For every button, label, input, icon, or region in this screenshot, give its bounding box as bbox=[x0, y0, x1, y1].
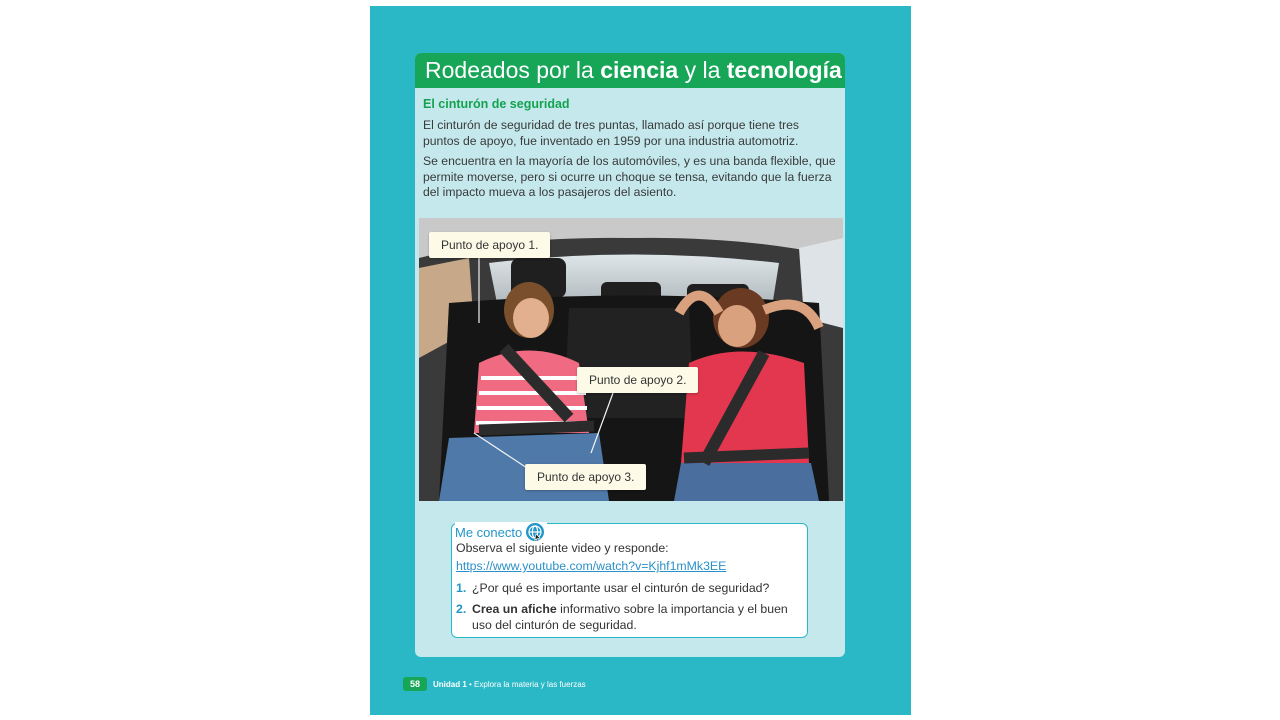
paragraph-1: El cinturón de seguridad de tres puntas, llamado así porque tiene tres puntos de apoyo, fue inventado en 1959 por una industria automotriz. bbox=[423, 118, 800, 148]
question-2 bbox=[456, 601, 796, 633]
title-plain-1: Rodeados por la bbox=[425, 57, 601, 83]
section-subtitle: El cinturón de seguridad bbox=[423, 97, 570, 111]
me-conecto-heading bbox=[455, 522, 547, 542]
question-1-number: 1. bbox=[456, 581, 467, 595]
question-2-number: 2. bbox=[456, 602, 467, 616]
callout-support-point-1: Punto de apoyo 1. bbox=[429, 232, 550, 258]
page-number: 58 bbox=[403, 677, 427, 691]
title-bold-2: tecnología bbox=[726, 57, 842, 83]
title-plain-2: y la bbox=[678, 57, 727, 83]
callout-support-point-3: Punto de apoyo 3. bbox=[525, 464, 646, 490]
textbook-page bbox=[370, 6, 911, 715]
unit-label: Unidad 1 bbox=[433, 679, 467, 689]
question-1 bbox=[456, 580, 796, 596]
me-conecto-label: Me conecto bbox=[455, 524, 523, 540]
content-card bbox=[415, 53, 845, 657]
question-2-body bbox=[472, 601, 796, 633]
question-2-bold: Crea un afiche bbox=[472, 602, 557, 616]
car-interior-illustration bbox=[419, 218, 843, 501]
paragraph-2: Se encuentra en la mayoría de los automóviles, y es una banda flexible, que permite moverse, pero si ocurre un choque se tensa, evitando que la fuerza del impacto mueva a los pasajeros del asiento. bbox=[423, 154, 836, 199]
callout-support-point-2: Punto de apoyo 2. bbox=[577, 367, 698, 393]
question-1-text: ¿Por qué es importante usar el cinturón de seguridad? bbox=[472, 581, 770, 595]
footer-unit bbox=[433, 680, 586, 689]
youtube-video-link[interactable]: https://www.youtube.com/watch?v=Kjhf1mMk3EE bbox=[456, 559, 727, 573]
title-bold-1: ciencia bbox=[600, 57, 679, 83]
question-2-text: informativo sobre la importancia y el buen uso del cinturón de seguridad. bbox=[472, 602, 788, 632]
page-footer bbox=[403, 677, 586, 691]
globe-icon bbox=[525, 522, 545, 542]
seatbelt-photo bbox=[419, 218, 843, 501]
me-conecto-box bbox=[451, 523, 808, 638]
connect-instruction: Observa el siguiente video y responde: bbox=[456, 541, 669, 555]
unit-title: • Explora la materia y las fuerzas bbox=[466, 679, 586, 689]
page-title bbox=[415, 53, 845, 88]
